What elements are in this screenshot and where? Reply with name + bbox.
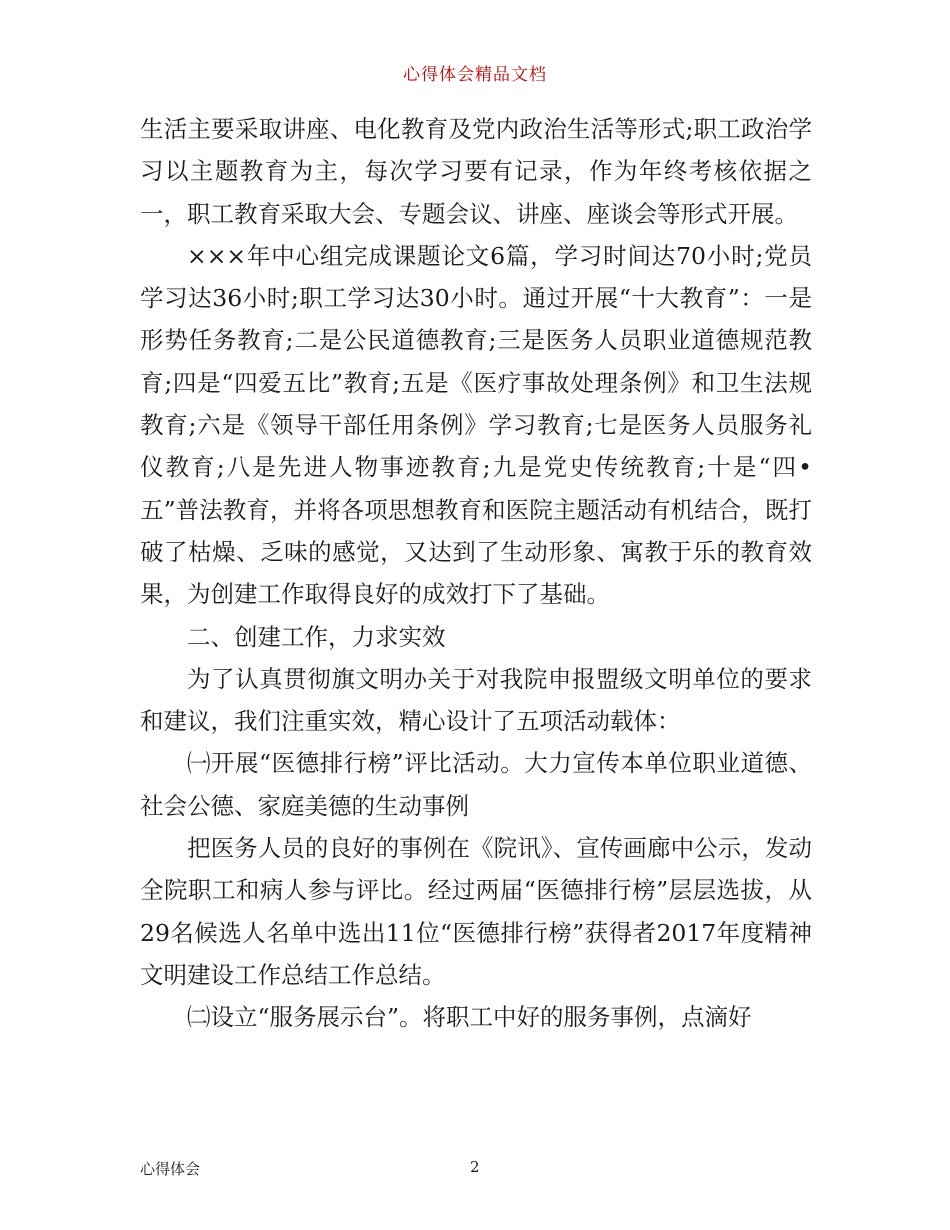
section-heading: 二、创建工作，力求实效 xyxy=(187,622,446,651)
page-header-title: 心得体会精品文档 xyxy=(403,65,547,85)
paragraph-item-one: ㈠开展“医德排行榜”评比活动。大力宣传本单位职业道德、社会公德、家庭美德的生动事例 xyxy=(140,749,812,820)
page-number: 2 xyxy=(470,1158,480,1176)
paragraph-intro: 为了认真贯彻旗文明办关于对我院申报盟级文明单位的要求和建议，我们注重实效，精心设计了五项活动载体： xyxy=(140,664,812,736)
paragraph-item-two: ㈡设立“服务展示台”。将职工中好的服务事例，点滴好 xyxy=(187,1003,752,1032)
paragraph-study-summary: ×××年中心组完成课题论文6篇，学习时间达70小时;党员学习达36小时;职工学习达30小时。通过开展“十大教育”：一是形势任务教育;二是公民道德教育;三是医务人员职业道德规范教育;四是“四爱五比”教育;五是《医疗事故处理条例》和卫生法规教育;六是《领导干部任用条例》学习教育;七是医务人员服务礼仪教育;八是先进人物事迹教育;九是党史传统教育;十是“四•五”普法教育，并将各项思想教育和医院主题活动有机结合，既打破了枯燥、乏味的感觉，又达到了生动形象、寓教于乐的教育效果，为创建工作取得良好的成效打下了基础。 xyxy=(140,241,812,609)
document-body xyxy=(140,108,812,1039)
paragraph-continuation: 生活主要采取讲座、电化教育及党内政治生活等形式;职工政治学习以主题教育为主，每次学习要有记录，作为年终考核依据之一，职工教育采取大会、专题会议、讲座、座谈会等形式开展。 xyxy=(140,115,812,228)
footer-label: 心得体会 xyxy=(140,1160,201,1178)
paragraph-item-one-detail: 把医务人员的良好的事例在《院讯》、宣传画廊中公示，发动全院职工和病人参与评比。经过两届“医德排行榜”层层选拔，从29名候选人名单中选出11位“医德排行榜”获得者2017年度精神文明建设工作总结工作总结。 xyxy=(140,834,812,989)
